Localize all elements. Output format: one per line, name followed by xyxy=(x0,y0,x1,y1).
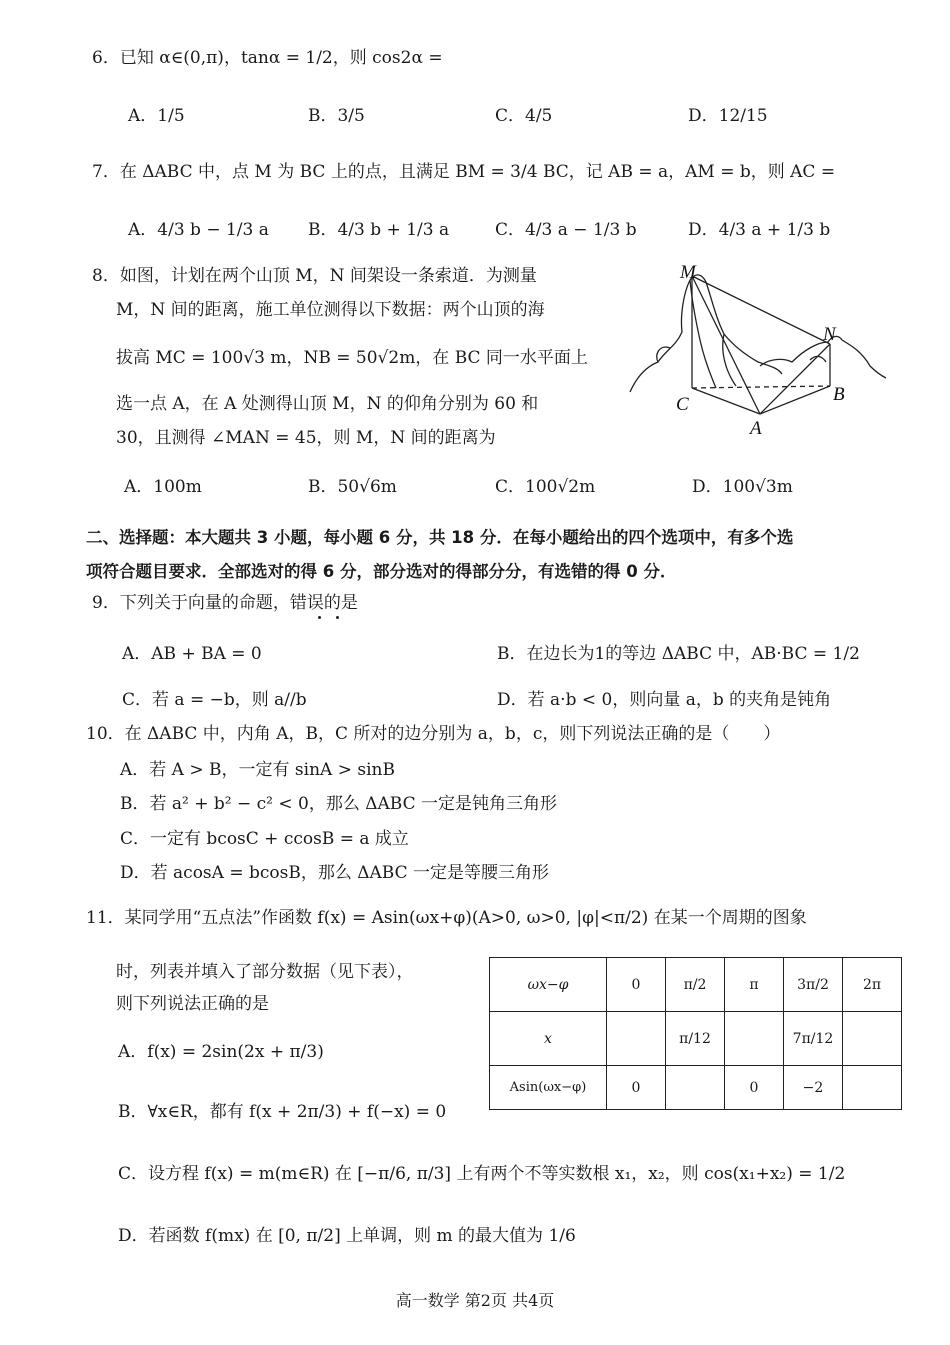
emphasis-dot xyxy=(318,616,321,619)
q6-option-c: C．4/5 xyxy=(495,106,553,126)
section2-line-1: 二、选择题：本大题共 3 小题，每小题 6 分，共 18 分．在每小题给出的四个选项中，有多个选 xyxy=(86,528,794,547)
q11-option-d: D．若函数 f(mx) 在 [0, π/2] 上单调，则 m 的最大值为 1/6 xyxy=(118,1226,576,1246)
q10-option-c: C．一定有 bcosC + ccosB = a 成立 xyxy=(120,829,409,849)
q11-option-b: B．∀x∈R，都有 f(x + 2π/3) + f(−x) = 0 xyxy=(118,1102,447,1122)
segment-cb xyxy=(692,386,830,388)
q8-option-d: D．100√3m xyxy=(692,477,793,497)
q8-line-3: 拔高 MC = 100√3 m，NB = 50√2m，在 BC 同一水平面上 xyxy=(116,348,588,368)
table-row xyxy=(490,958,902,1012)
table-cell: Asin(ωx−φ) xyxy=(490,1066,607,1110)
q7-option-a: A．4/3 b − 1/3 a xyxy=(128,220,269,240)
table-cell: 0 xyxy=(607,1066,666,1110)
table-row xyxy=(490,1066,902,1110)
table-cell: x xyxy=(490,1012,607,1066)
table-cell: π xyxy=(725,958,784,1012)
table-cell xyxy=(843,1066,902,1110)
emphasis-dot xyxy=(336,616,339,619)
q8-line-5: 30，且测得 ∠MAN = 45，则 M，N 间的距离为 xyxy=(116,428,496,448)
table-cell: 0 xyxy=(607,958,666,1012)
q7-option-c: C．4/3 a − 1/3 b xyxy=(495,220,637,240)
table-cell xyxy=(843,1012,902,1066)
q8-option-b: B．50√6m xyxy=(308,477,397,497)
table-cell: 3π/2 xyxy=(784,958,843,1012)
q7-option-b: B．4/3 b + 1/3 a xyxy=(308,220,450,240)
table-cell: 0 xyxy=(725,1066,784,1110)
q10-option-a: A．若 A > B，一定有 sinA > sinB xyxy=(120,760,395,780)
section2-line-2: 项符合题目要求．全部选对的得 6 分，部分选对的得部分分，有选错的得 0 分． xyxy=(86,562,677,581)
mountain-m-outline xyxy=(630,275,782,392)
label-b: B xyxy=(833,384,845,405)
q7-option-d: D．4/3 a + 1/3 b xyxy=(688,220,831,240)
q9-option-c: C．若 a = −b，则 a//b xyxy=(122,690,307,710)
label-n: N xyxy=(823,324,836,345)
q6-option-a: A．1/5 xyxy=(128,106,185,126)
cable-mn xyxy=(692,276,830,344)
page-footer: 高一数学 第2页 共4页 xyxy=(395,1291,555,1310)
segment-na xyxy=(760,344,830,414)
q6-option-d: D．12/15 xyxy=(688,106,768,126)
q8-option-a: A．100m xyxy=(124,477,202,497)
q6-option-b: B．3/5 xyxy=(308,106,365,126)
table-cell: −2 xyxy=(784,1066,843,1110)
table-cell: π/12 xyxy=(666,1012,725,1066)
segment-ma xyxy=(692,276,760,414)
q11-line-3: 则下列说法正确的是 xyxy=(116,994,269,1014)
label-m: M xyxy=(680,262,696,283)
table-cell xyxy=(725,1012,784,1066)
q10-option-d: D．若 acosA = bcosB，那么 ΔABC 一定是等腰三角形 xyxy=(120,863,550,883)
table-cell: 7π/12 xyxy=(784,1012,843,1066)
q10-stem: 10．在 ΔABC 中，内角 A，B，C 所对的边分别为 a，b，c，则下列说法正确的是（ ） xyxy=(86,724,781,744)
q8-line-4: 选一点 A，在 A 处测得山顶 M，N 的仰角分别为 60 和 xyxy=(116,394,539,414)
table-cell: ωx−φ xyxy=(490,958,607,1012)
q7-stem: 7．在 ΔABC 中，点 M 为 BC 上的点，且满足 BM = 3/4 BC，记 AB = a，AM = b，则 AC = xyxy=(92,162,836,182)
q9-stem: 9．下列关于向量的命题，错误的是 xyxy=(92,593,358,613)
q8-line-2: M，N 间的距离，施工单位测得以下数据：两个山顶的海 xyxy=(116,300,545,320)
five-point-table xyxy=(489,957,902,1110)
segment-ab xyxy=(760,386,830,414)
q8-option-c: C．100√2m xyxy=(495,477,596,497)
q9-option-a: A．AB + BA = 0 xyxy=(122,644,262,664)
q11-option-a: A．f(x) = 2sin(2x + π/3) xyxy=(118,1042,324,1062)
label-c: C xyxy=(676,394,689,415)
q8-line-1: 8．如图，计划在两个山顶 M，N 间架设一条索道．为测量 xyxy=(92,266,537,286)
q9-option-d: D．若 a·b < 0，则向量 a，b 的夹角是钝角 xyxy=(497,690,832,710)
table-cell: π/2 xyxy=(666,958,725,1012)
q11-option-c: C．设方程 f(x) = m(m∈R) 在 [−π/6, π/3] 上有两个不等实数根 x₁，x₂，则 cos(x₁+x₂) = 1/2 xyxy=(118,1164,846,1184)
q9-option-b: B．在边长为1的等边 ΔABC 中，AB·BC = 1/2 xyxy=(497,644,860,664)
label-a: A xyxy=(750,418,762,439)
q8-mountain-figure xyxy=(620,262,890,442)
q11-stem: 11．某同学用“五点法”作函数 f(x) = Asin(ωx+φ)(A>0, ω>0, |φ|<π/2) 在某一个周期的图象 xyxy=(86,908,807,928)
table-cell: 2π xyxy=(843,958,902,1012)
table-cell xyxy=(666,1066,725,1110)
q11-line-2: 时，列表并填入了部分数据（见下表）， xyxy=(116,962,414,982)
q10-option-b: B．若 a² + b² − c² < 0，那么 ΔABC 一定是钝角三角形 xyxy=(120,794,558,814)
q6-stem: 6．已知 α∈(0,π)，tanα = 1/2，则 cos2α = xyxy=(92,48,443,68)
table-row xyxy=(490,1012,902,1066)
table-cell xyxy=(607,1012,666,1066)
